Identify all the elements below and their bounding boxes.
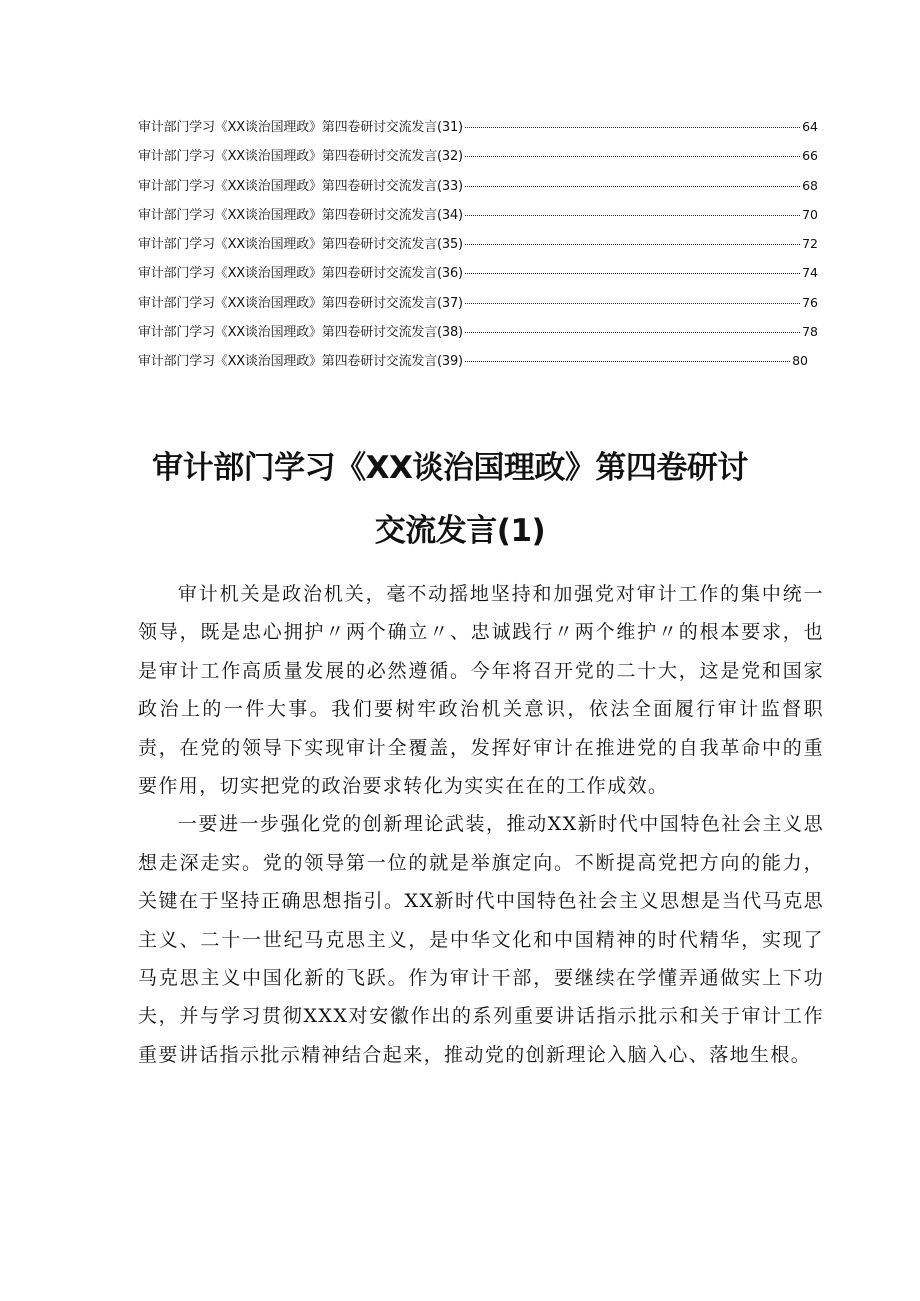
body-paragraph: 审计机关是政治机关，毫不动摇地坚持和加强党对审计工作的集中统一领导，既是忠心拥护〃两个确立〃、忠诚践行〃两个维护〃的根本要求，也是审计工作高质量发展的必然遵循。今年将召开党的二十大，这是党和国家政治上的一件大事。我们要树牢政治机关意识，依法全面履行审计监督职责，在党的领导下实现审计全覆盖，发挥好审计在推进党的自我革命中的重要作用，切实把党的政治要求转化为实实在在的工作成效。 [138, 583, 824, 798]
toc-entry-title: 审计部门学习《XX谈治国理政》第四卷研讨交流发言(33) [138, 178, 463, 194]
toc-entry-title: 审计部门学习《XX谈治国理政》第四卷研讨交流发言(34) [138, 207, 463, 223]
toc-leader-dots [465, 272, 800, 274]
toc-entry-page: 74 [802, 265, 818, 281]
toc-entry-title: 审计部门学习《XX谈治国理政》第四卷研讨交流发言(31) [138, 120, 463, 135]
toc-entry-page: 72 [802, 236, 818, 252]
toc-leader-dots [465, 302, 800, 304]
toc-entry-page: 78 [802, 324, 818, 340]
toc-entry-page: 70 [802, 206, 818, 222]
toc-entry-title: 审计部门学习《XX谈治国理政》第四卷研讨交流发言(32) [138, 149, 463, 165]
toc-entry-title: 审计部门学习《XX谈治国理政》第四卷研讨交流发言(39) [138, 354, 463, 370]
toc-entry[interactable] [138, 234, 818, 263]
toc-entry-page: 80 [792, 353, 808, 369]
toc-entry-title: 审计部门学习《XX谈治国理政》第四卷研讨交流发言(38) [138, 325, 463, 341]
toc-entry[interactable] [138, 205, 818, 234]
toc-leader-dots [465, 155, 800, 157]
toc-entry[interactable] [138, 263, 818, 292]
toc-entry[interactable] [138, 176, 818, 205]
toc-leader-dots [465, 126, 800, 128]
toc-leader-dots [465, 331, 800, 333]
toc-entry-title: 审计部门学习《XX谈治国理政》第四卷研讨交流发言(36) [138, 266, 463, 282]
toc-entry-page: 64 [802, 119, 818, 134]
toc-leader-dots [465, 243, 800, 245]
article-body [138, 575, 824, 1074]
body-paragraph: 一要进一步强化党的创新理论武装，推动XX新时代中国特色社会主义思想走深走实。党的领导第一位的就是举旗定向。不断提高党把方向的能力，关键在于坚持正确思想指引。XX新时代中国特色社会主义思想是当代马克思主义、二十一世纪马克思主义，是中华文化和中国精神的时代精华，实现了马克思主义中国化新的飞跃。作为审计干部，要继续在学懂弄通做实上下功夫，并与学习贯彻XXX对安徽作出的系列重要讲话指示批示和关于审计工作重要讲话指示批示精神结合起来，推动党的创新理论入脑入心、落地生根。 [138, 813, 824, 1066]
toc-entry-title: 审计部门学习《XX谈治国理政》第四卷研讨交流发言(35) [138, 237, 463, 253]
toc-entry[interactable] [138, 293, 818, 322]
toc-leader-dots [465, 360, 790, 362]
toc-leader-dots [465, 214, 800, 216]
toc-entry[interactable] [138, 351, 808, 380]
toc-entry[interactable] [138, 322, 818, 351]
toc-leader-dots [465, 185, 800, 187]
toc-entry-page: 76 [802, 294, 818, 310]
toc-entry[interactable] [138, 117, 818, 146]
toc-entry-title: 审计部门学习《XX谈治国理政》第四卷研讨交流发言(37) [138, 295, 463, 311]
toc-entry-page: 68 [802, 177, 818, 193]
toc-entry-page: 66 [802, 148, 818, 164]
article-title-line-2: 交流发言(1) [374, 513, 546, 549]
article-title-line-1: 审计部门学习《XX谈治国理政》第四卷研讨 [152, 450, 748, 486]
toc-entry[interactable] [138, 146, 818, 175]
table-of-contents [138, 117, 818, 381]
